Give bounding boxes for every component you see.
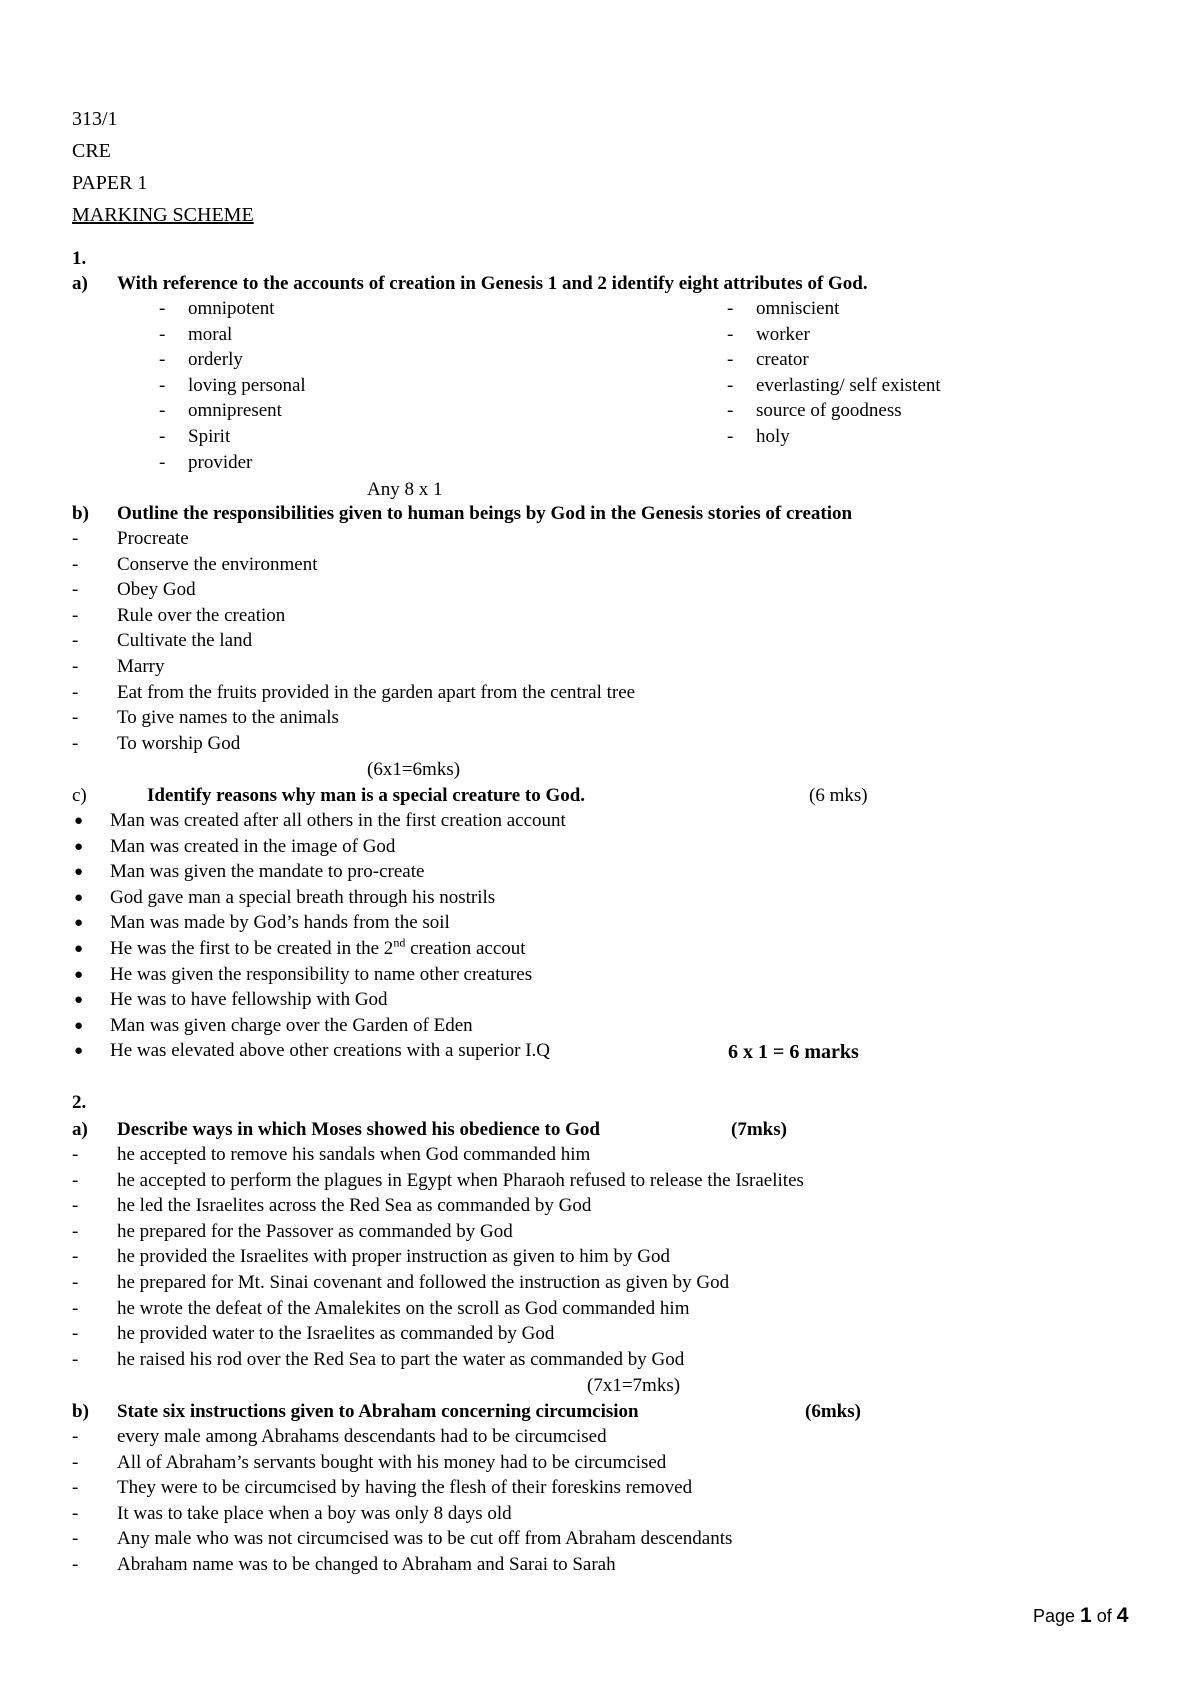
dash-marker: - — [72, 528, 79, 549]
dash-marker: - — [72, 1554, 79, 1575]
list-item-text: Cultivate the land — [117, 630, 253, 652]
list-item-text: he accepted to remove his sandals when God commanded him — [117, 1144, 591, 1165]
question-marks: (7mks) — [731, 1119, 787, 1140]
list-item-text: Man was created after all others in the first creation account — [110, 810, 566, 831]
bullet-marker: ● — [74, 992, 84, 1009]
question-number: 2. — [72, 1092, 87, 1113]
page-label: Page — [1033, 1606, 1081, 1626]
bullet-marker: ● — [74, 1017, 84, 1034]
question-text: Outline the responsibilities given to human beings by God in the Genesis stories of creation — [117, 503, 853, 524]
list-item-text: Conserve the environment — [117, 553, 318, 575]
list-item-text: he provided water to the Israelites as commanded by God — [117, 1323, 555, 1345]
list-item-text: Rule over the creation — [117, 604, 286, 626]
question-marks: (6mks) — [805, 1401, 861, 1422]
list-item-text: omnipotent — [188, 298, 275, 319]
question-number: 1. — [72, 248, 87, 269]
list-item-text: Man was made by God’s hands from the soil — [110, 912, 450, 934]
page-total: 4 — [1116, 1604, 1129, 1627]
ordinal-superscript: nd — [393, 935, 406, 950]
dash-marker: - — [72, 656, 79, 677]
list-item-text: It was to take place when a boy was only 8 days old — [117, 1502, 512, 1524]
list-item-text: he prepared for Mt. Sinai covenant and followed the instruction as given by God — [117, 1272, 730, 1293]
dash-marker: - — [727, 349, 734, 371]
question-text: Describe ways in which Moses showed his obedience to God — [117, 1119, 600, 1140]
dash-marker: - — [159, 400, 166, 422]
list-item-text: He was to have fellowship with God — [110, 989, 388, 1011]
list-item-text: holy — [756, 426, 790, 447]
dash-marker: - — [72, 1195, 79, 1217]
list-item-text: orderly — [188, 349, 243, 371]
subject-name: CRE — [72, 140, 111, 162]
dash-marker: - — [72, 1426, 79, 1447]
list-item-text: creator — [756, 349, 809, 371]
dash-marker: - — [72, 579, 79, 601]
list-item-text: He was given the responsibility to name other creatures — [110, 963, 533, 985]
dash-marker: - — [72, 707, 79, 729]
dash-marker: - — [159, 426, 166, 447]
subquestion-label: b) — [72, 503, 89, 524]
paper-code: 313/1 — [72, 108, 118, 130]
document-title: MARKING SCHEME — [72, 204, 254, 226]
dash-marker: - — [72, 732, 79, 754]
subquestion-label: b) — [72, 1401, 89, 1422]
list-item-text: he raised his rod over the Red Sea to part the water as commanded by God — [117, 1348, 685, 1370]
list-item-text: source of goodness — [756, 400, 902, 422]
list-item-text: Eat from the fruits provided in the garden apart from the central tree — [117, 681, 636, 703]
list-item-text: every male among Abrahams descendants had to be circumcised — [117, 1426, 607, 1447]
list-item-text-tail: creation accout — [405, 938, 526, 959]
list-item-text: moral — [188, 323, 233, 345]
marks-allocation: (7x1=7mks) — [587, 1375, 681, 1396]
question-text: State six instructions given to Abraham concerning circumcision — [117, 1401, 639, 1422]
dash-marker: - — [72, 681, 79, 703]
subquestion-label: c) — [72, 785, 87, 806]
dash-marker: - — [72, 630, 79, 652]
dash-marker: - — [72, 1348, 79, 1370]
bullet-marker: ● — [74, 813, 84, 829]
page-footer — [1033, 1604, 1128, 1628]
dash-marker: - — [159, 349, 166, 371]
list-item-text: Man was created in the image of God — [110, 835, 396, 857]
dash-marker: - — [72, 1297, 79, 1319]
list-item-text: Man was given charge over the Garden of Eden — [110, 1014, 473, 1036]
list-item-text: Procreate — [117, 528, 189, 549]
bullet-marker: ● — [74, 941, 84, 957]
dash-marker: - — [72, 1220, 79, 1242]
list-item-text: Any male who was not circumcised was to be cut off from Abraham descendants — [117, 1528, 733, 1550]
bullet-marker: ● — [74, 966, 84, 983]
dash-marker: - — [159, 451, 166, 473]
dash-marker: - — [72, 1246, 79, 1268]
list-item-text: All of Abraham’s servants bought with his money had to be circumcised — [117, 1451, 667, 1473]
list-item-text: To worship God — [117, 732, 241, 754]
list-item-text: he led the Israelites across the Red Sea as commanded by God — [117, 1195, 592, 1217]
bullet-marker: ● — [74, 889, 84, 906]
paper-number: PAPER 1 — [72, 172, 148, 194]
dash-marker: - — [159, 323, 166, 345]
marks-allocation: Any 8 x 1 — [367, 479, 443, 500]
dash-marker: - — [72, 1451, 79, 1473]
list-item-text: Abraham name was to be changed to Abraham and Sarai to Sarah — [117, 1554, 616, 1575]
dash-marker: - — [159, 374, 166, 396]
subquestion-label: a) — [72, 273, 88, 294]
list-item-text: he prepared for the Passover as commanded by God — [117, 1220, 513, 1242]
dash-marker: - — [727, 298, 734, 319]
dash-marker: - — [72, 1169, 79, 1191]
dash-marker: - — [727, 374, 734, 396]
dash-marker: - — [72, 604, 79, 626]
list-item-text: Spirit — [188, 426, 231, 447]
question-marks: (6 mks) — [809, 785, 868, 806]
dash-marker: - — [727, 400, 734, 422]
list-item-text — [110, 936, 526, 962]
marks-allocation: (6x1=6mks) — [367, 759, 461, 780]
page-number: 1 — [1080, 1604, 1092, 1627]
list-item-text: He was elevated above other creations with a superior I.Q — [110, 1040, 550, 1062]
list-item-text: he wrote the defeat of the Amalekites on the scroll as God commanded him — [117, 1297, 690, 1319]
dash-marker: - — [72, 1502, 79, 1524]
dash-marker: - — [72, 553, 79, 575]
list-item-text: They were to be circumcised by having the flesh of their foreskins removed — [117, 1477, 693, 1499]
dash-marker: - — [727, 323, 734, 345]
list-item-text: To give names to the animals — [117, 707, 339, 729]
list-item-text: omniscient — [756, 298, 840, 319]
subquestion-label: a) — [72, 1119, 88, 1140]
dash-marker: - — [72, 1323, 79, 1345]
dash-marker: - — [72, 1144, 79, 1165]
dash-marker: - — [72, 1528, 79, 1550]
list-item-text: omnipresent — [188, 400, 282, 422]
list-item-text: worker — [756, 323, 810, 345]
list-item-text: he accepted to perform the plagues in Egypt when Pharaoh refused to release the Israelites — [117, 1169, 804, 1191]
list-item-text: he provided the Israelites with proper instruction as given to him by God — [117, 1246, 670, 1268]
question-text: Identify reasons why man is a special creature to God. — [147, 785, 586, 806]
dash-marker: - — [72, 1272, 79, 1293]
dash-marker: - — [159, 298, 166, 319]
list-item-text: Marry — [117, 656, 165, 677]
list-item-text: Obey God — [117, 579, 196, 601]
list-item-text: everlasting/ self existent — [756, 374, 941, 396]
bullet-marker: ● — [74, 838, 84, 855]
page-of-label: of — [1091, 1606, 1117, 1626]
list-item-text: loving personal — [188, 374, 306, 396]
bullet-marker: ● — [74, 864, 84, 881]
bullet-marker: ● — [74, 1043, 84, 1060]
bullet-marker: ● — [74, 915, 84, 932]
list-item-text: Man was given the mandate to pro-create — [110, 861, 425, 883]
question-text: With reference to the accounts of creation in Genesis 1 and 2 identify eight attributes of God. — [117, 273, 868, 294]
list-item-text: provider — [188, 451, 253, 473]
dash-marker: - — [72, 1477, 79, 1499]
dash-marker: - — [727, 426, 734, 447]
list-item-text-base: He was the first to be created in the 2 — [110, 938, 394, 959]
marks-allocation: 6 x 1 = 6 marks — [728, 1041, 859, 1063]
list-item-text: God gave man a special breath through his nostrils — [110, 886, 496, 908]
